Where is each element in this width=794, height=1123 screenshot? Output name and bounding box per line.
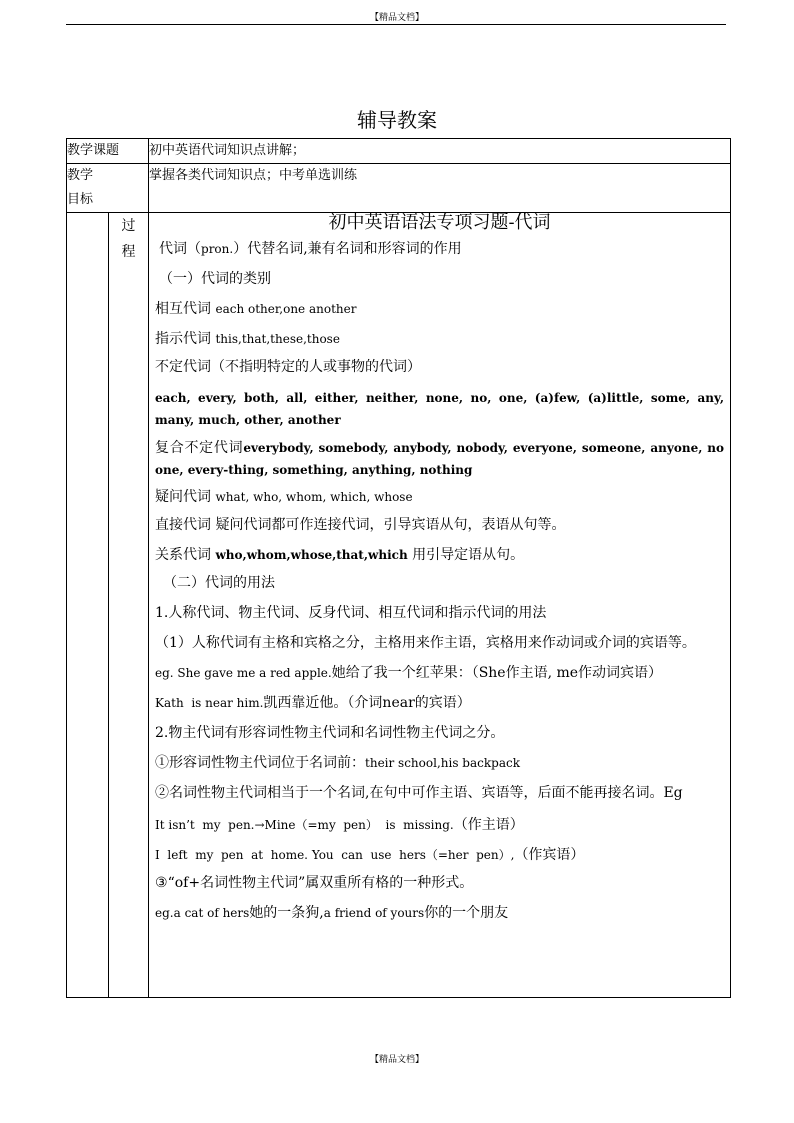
reciprocal-line bbox=[155, 299, 724, 319]
example-1 bbox=[155, 663, 724, 683]
goal-row bbox=[67, 164, 731, 213]
possessive-item-1 bbox=[155, 753, 724, 773]
example-2-en: Kath is near him. bbox=[155, 696, 264, 710]
interrogative-line bbox=[155, 487, 724, 507]
possessive-example-2 bbox=[155, 845, 724, 865]
example-3-en-c: a friend of yours bbox=[323, 906, 425, 920]
relative-words: who,whom,whose,that,which bbox=[215, 548, 408, 562]
compound-line bbox=[155, 437, 724, 481]
topic-value: 初中英语代词知识点讲解； bbox=[149, 139, 731, 164]
process-label: 过程 bbox=[121, 218, 136, 260]
usage-1-1: （1）人称代词有主格和宾格之分，主格用来作主语，宾格用来作动词或介词的宾语等。 bbox=[155, 635, 696, 651]
process-content bbox=[149, 211, 730, 929]
goal-value: 掌握各类代词知识点；中考单选训练 bbox=[149, 164, 731, 213]
relative-line bbox=[155, 545, 724, 565]
possessive-example-1-cn: （作主语） bbox=[453, 817, 524, 833]
demonstrative-label: 指示代词 bbox=[155, 331, 212, 347]
demonstrative-line bbox=[155, 329, 724, 349]
section-1-heading: （一）代词的类别 bbox=[159, 271, 272, 287]
process-row bbox=[67, 213, 731, 998]
process-label-cell bbox=[109, 213, 149, 998]
example-1-en: eg. She gave me a red apple. bbox=[155, 666, 332, 680]
topic-row bbox=[67, 139, 731, 164]
compound-words: everybody, somebody, anybody, nobody, everyone, someone, anyone, no one, every-thing, something, anything, nothing bbox=[155, 441, 725, 477]
possessive-item-2: ②名词性物主代词相当于一个名词,在句中可作主语、宾语等，后面不能再接名词。Eg bbox=[155, 785, 683, 801]
example-3-cn-d: 你的一个朋友 bbox=[424, 905, 509, 921]
header-divider bbox=[66, 24, 726, 25]
possessive-example-1 bbox=[155, 815, 724, 835]
example-2-cn: 凯西靠近他。（介词near的宾语） bbox=[263, 695, 471, 711]
interrogative-words: what, who, whom, which, whose bbox=[215, 490, 413, 504]
compound-label: 复合不定代词 bbox=[155, 440, 244, 456]
page-header: 【精品文档】 bbox=[369, 13, 424, 23]
example-3-cn-b: 她的一条狗, bbox=[249, 905, 324, 921]
possessive-example-3 bbox=[155, 903, 724, 923]
content-title: 初中英语语法专项习题-代词 bbox=[328, 212, 551, 233]
possessive-example-2-en: I left my pen at home. You can use hers（=her pen）, bbox=[155, 848, 515, 862]
usage-2: 2.物主代词有形容词性物主代词和名词性物主代词之分。 bbox=[155, 725, 505, 741]
goal-label-text: 教学目标 bbox=[67, 168, 94, 207]
intro-line bbox=[155, 239, 724, 259]
usage-1: 1.人称代词、物主代词、反身代词、相互代词和指示代词的用法 bbox=[155, 605, 547, 621]
demonstrative-words: this,that,these,those bbox=[215, 332, 340, 346]
document-title: 辅导教案 bbox=[357, 108, 437, 132]
indefinite-words: each, every, both, all, either, neither, none, no, one, (a)few, (a)little, some, any, many, much, other, another bbox=[155, 391, 725, 427]
intro-text-en: pron. bbox=[201, 242, 234, 256]
process-content-cell bbox=[149, 213, 731, 998]
relative-label: 关系代词 bbox=[155, 547, 212, 563]
reciprocal-label: 相互代词 bbox=[155, 301, 212, 317]
example-1-cn: 她给了我一个红苹果：（She作主语, me作动词宾语） bbox=[331, 665, 663, 681]
intro-text-a: 代词（ bbox=[159, 241, 202, 257]
section-2-heading: （二）代词的用法 bbox=[163, 575, 276, 591]
indefinite-label: 不定代词（不指明特定的人或事物的代词） bbox=[155, 359, 422, 375]
interrogative-label: 疑问代词 bbox=[155, 489, 212, 505]
page-footer: 【精品文档】 bbox=[369, 1055, 424, 1065]
goal-label bbox=[67, 164, 149, 213]
possessive-item-3: ③“of+名词性物主代词”属双重所有格的一种形式。 bbox=[155, 875, 474, 891]
possessive-example-1-en: It isn’t my pen.→Mine（=my pen） is missing. bbox=[155, 818, 454, 832]
possessive-example-2-cn: （作宾语） bbox=[514, 847, 585, 863]
blank-cell bbox=[67, 213, 109, 998]
connective-line: 直接代词 疑问代词都可作连接代词，引导宾语从句，表语从句等。 bbox=[155, 517, 566, 533]
example-2 bbox=[155, 693, 724, 713]
relative-note: 用引导定语从句。 bbox=[412, 547, 525, 563]
reciprocal-words: each other,one another bbox=[215, 302, 357, 316]
item-1-cn: ①形容词性物主代词位于名词前： bbox=[155, 755, 366, 771]
example-3-en-a: eg.a cat of hers bbox=[155, 906, 250, 920]
intro-text-b: ）代替名词,兼有名词和形容词的作用 bbox=[233, 241, 462, 257]
item-1-en: their school,his backpack bbox=[365, 756, 520, 770]
lesson-plan-table bbox=[66, 138, 731, 998]
topic-label: 教学课题 bbox=[67, 139, 149, 164]
